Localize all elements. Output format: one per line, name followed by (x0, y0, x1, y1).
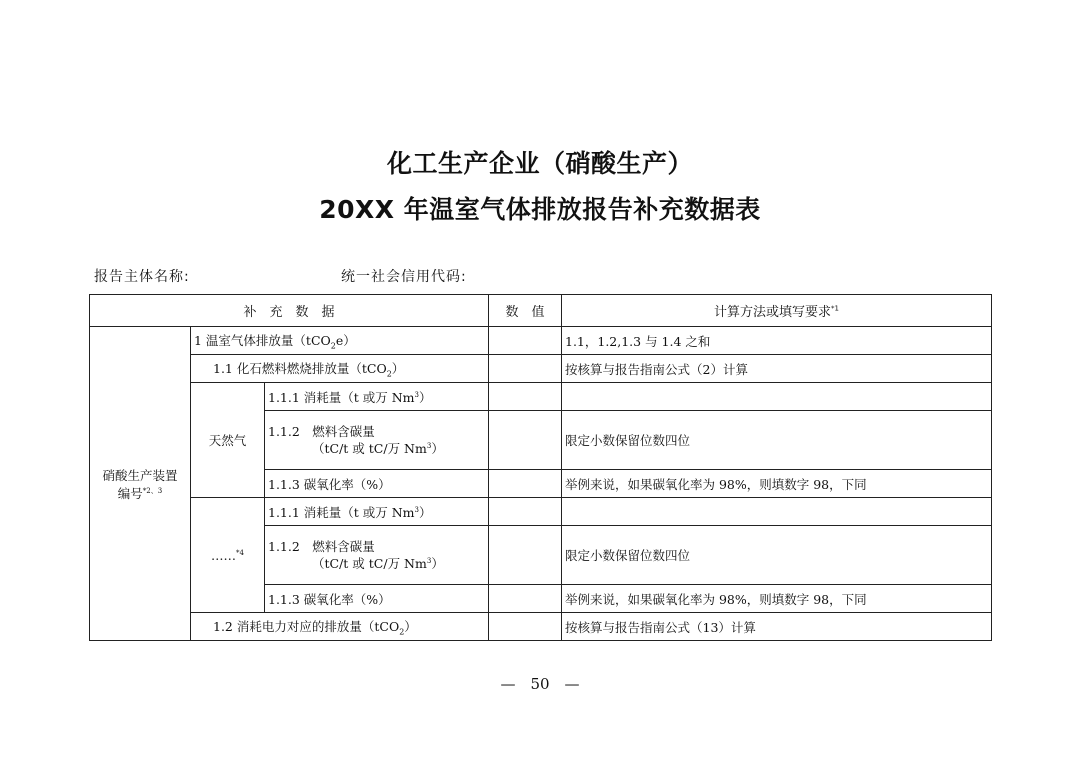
oxidation-rate-label: 1.1.3 碳氧化率（%） (265, 585, 489, 613)
header-method: 计算方法或填写要求$^{*1}$ (562, 295, 992, 327)
table-row (90, 383, 992, 411)
table-header-row (90, 295, 992, 327)
value-cell[interactable] (489, 585, 562, 613)
fuel-natural-gas-label: 天然气 (191, 383, 265, 498)
entity-name-label: 报告主体名称: (94, 269, 190, 285)
value-cell[interactable] (489, 411, 562, 470)
method-cell: 限定小数保留位数四位 (562, 526, 992, 585)
document-title-line2: 20XX 年温室气体排放报告补充数据表 (319, 195, 761, 224)
value-cell[interactable] (489, 470, 562, 498)
method-cell: 1.1，1.2,1.3 与 1.4 之和 (562, 327, 992, 355)
method-cell: 举例来说，如果碳氧化率为 98%，则填数字 98，下同 (562, 585, 992, 613)
value-cell[interactable] (489, 383, 562, 411)
table-row (90, 613, 992, 641)
header-supplementary-data: 补 充 数 据 (90, 295, 489, 327)
method-cell: 举例来说，如果碳氧化率为 98%，则填数字 98，下同 (562, 470, 992, 498)
document-title-line1: 化工生产企业（硝酸生产） (386, 149, 693, 178)
value-cell[interactable] (489, 327, 562, 355)
method-cell (562, 498, 992, 526)
consumption-label: 1.1.1 消耗量（t 或万 Nm$^3$） (265, 498, 489, 526)
carbon-content-label: 1.1.2 燃料含碳量 （tC/t 或 tC/万 Nm$^3$） (265, 411, 489, 470)
carbon-content-label: 1.1.2 燃料含碳量 （tC/t 或 tC/万 Nm$^3$） (265, 526, 489, 585)
value-cell[interactable] (489, 355, 562, 383)
fuel-other-label: ……$^{*4}$ (191, 498, 265, 613)
table-row (90, 327, 992, 355)
electricity-emission-label: 1.2 消耗电力对应的排放量（tCO$_2$） (191, 613, 489, 641)
method-cell: 按核算与报告指南公式（13）计算 (562, 613, 992, 641)
header-value: 数 值 (489, 295, 562, 327)
credit-code-label: 统一社会信用代码: (341, 269, 467, 285)
method-cell: 限定小数保留位数四位 (562, 411, 992, 470)
table-row (90, 355, 992, 383)
value-cell[interactable] (489, 526, 562, 585)
oxidation-rate-label: 1.1.3 碳氧化率（%） (265, 470, 489, 498)
table-row (90, 498, 992, 526)
unit-group-label: 硝酸生产装置 编号$^{*2、3}$ (90, 327, 191, 641)
value-cell[interactable] (489, 498, 562, 526)
supplementary-data-table (89, 294, 992, 641)
method-cell: 按核算与报告指南公式（2）计算 (562, 355, 992, 383)
value-cell[interactable] (489, 613, 562, 641)
ghg-emission-label: 1 温室气体排放量（tCO$_2$e） (191, 327, 489, 355)
method-cell (562, 383, 992, 411)
consumption-label: 1.1.1 消耗量（t 或万 Nm$^3$） (265, 383, 489, 411)
page-number: — 50 — (500, 675, 580, 693)
fossil-fuel-emission-label: 1.1 化石燃料燃烧排放量（tCO$_2$） (191, 355, 489, 383)
